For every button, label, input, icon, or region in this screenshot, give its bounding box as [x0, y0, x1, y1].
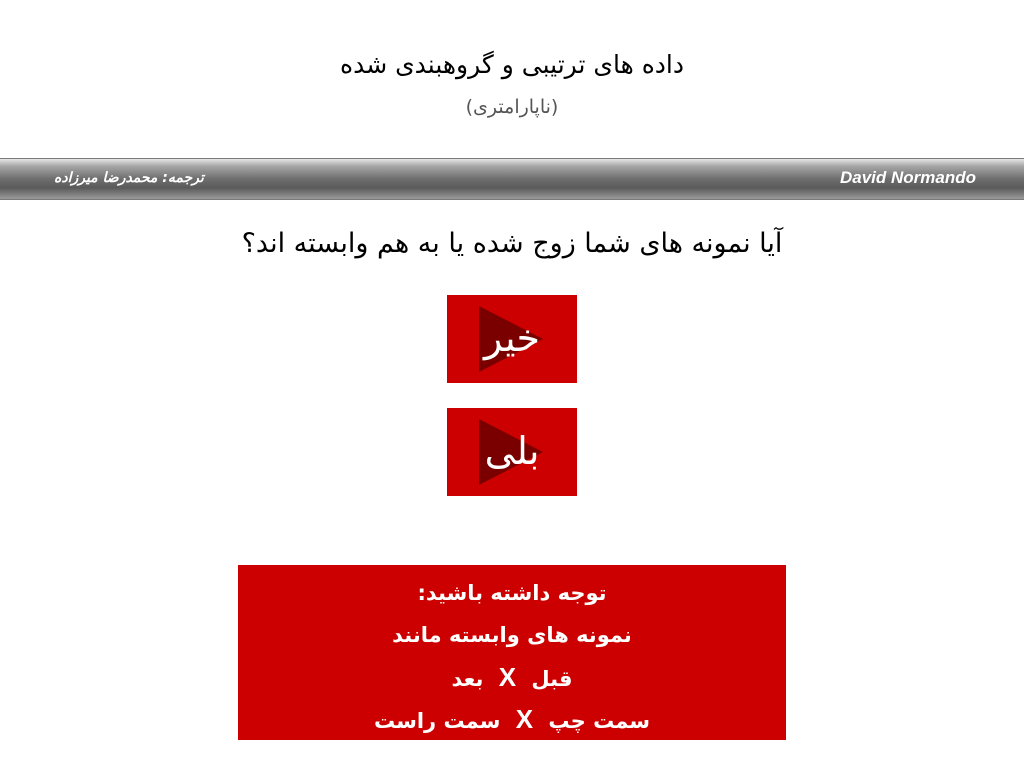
note-line: نمونه های وابسته مانند	[392, 623, 632, 647]
slide-title: داده های ترتیبی و گروهبندی شده	[339, 50, 685, 79]
no-button-label: خیر	[484, 316, 540, 360]
no-button[interactable]	[447, 295, 577, 383]
note-pair-before-after	[238, 656, 786, 698]
note-separator: X	[498, 662, 517, 692]
note-left-side: سمت چپ	[548, 709, 651, 733]
header-band	[0, 158, 1024, 200]
note-heading: توجه داشته باشید:	[417, 581, 607, 605]
note-before: قبل	[531, 667, 573, 691]
yes-button[interactable]	[447, 408, 577, 496]
question-text: آیا نمونه های شما زوج شده یا به هم وابسته اند؟	[241, 228, 783, 259]
yes-button-label: بلی	[484, 429, 540, 473]
slide-subtitle: (ناپارامتری)	[465, 96, 559, 118]
note-pair-left-right	[238, 698, 786, 740]
note-box	[238, 565, 786, 740]
translator-credit: ترجمه: محمدرضا میرزاده	[54, 170, 204, 186]
note-separator: X	[515, 704, 534, 734]
author-name: David Normando	[839, 168, 976, 187]
note-right-side: سمت راست	[373, 709, 501, 733]
note-after: بعد	[451, 667, 484, 691]
